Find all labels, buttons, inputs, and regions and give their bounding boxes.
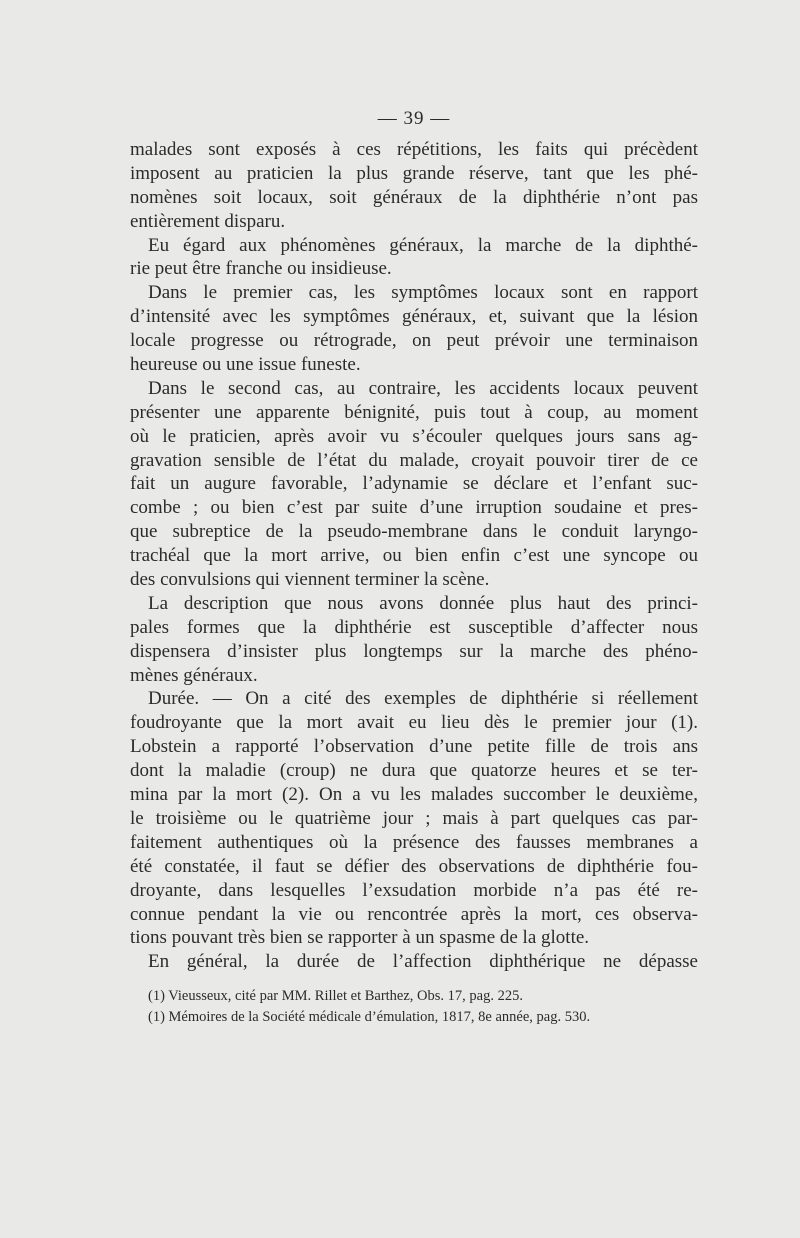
text-line: faitement authentiques où la présence des fausses membranes a bbox=[130, 831, 698, 853]
text-line: d’intensité avec les symptômes généraux, et, suivant que la lésion bbox=[130, 306, 698, 328]
page-number: — 39 — bbox=[377, 108, 451, 129]
text-line: Dans le premier cas, les symptômes locaux sont en rapport bbox=[148, 282, 698, 304]
text-line: combe ; ou bien c’est par suite d’une irruption soudaine et pres- bbox=[130, 497, 698, 519]
text-line: trachéal que la mort arrive, ou bien enfin c’est une syncope ou bbox=[130, 545, 698, 567]
text-line: été constatée, il faut se défier des observations de diphthérie fou- bbox=[130, 855, 698, 877]
body-text bbox=[130, 138, 698, 974]
text-line: malades sont exposés à ces répétitions, les faits qui précèdent bbox=[130, 139, 698, 160]
footnote: (1) Mémoires de la Société médicale d’émulation, 1817, 8e année, pag. 530. bbox=[148, 1009, 591, 1026]
text-line: pales formes que la diphthérie est susceptible d’affecter nous bbox=[130, 616, 698, 638]
text-line: imposent au praticien la plus grande réserve, tant que les phé- bbox=[130, 162, 698, 184]
text-line: dont la maladie (croup) ne dura que quatorze heures et se ter- bbox=[130, 760, 698, 782]
text-line: foudroyante que la mort avait eu lieu dès le premier jour (1). bbox=[130, 712, 698, 734]
text-line: Durée. — On a cité des exemples de diphthérie si réellement bbox=[148, 688, 698, 710]
text-line: mina par la mort (2). On a vu les malades succomber le deuxième, bbox=[130, 784, 698, 806]
text-line: nomènes soit locaux, soit généraux de la diphthérie n’ont pas bbox=[130, 186, 698, 208]
text-line: droyante, dans lesquelles l’exsudation morbide n’a pas été re- bbox=[130, 879, 698, 901]
text-line: Dans le second cas, au contraire, les accidents locaux peuvent bbox=[148, 377, 698, 399]
text-line: le troisième ou le quatrième jour ; mais à part quelques cas par- bbox=[130, 807, 698, 829]
text-line: gravation sensible de l’état du malade, croyait pouvoir tirer de ce bbox=[130, 449, 698, 471]
text-line: locale progresse ou rétrograde, on peut prévoir une terminaison bbox=[130, 330, 698, 352]
text-line: En général, la durée de l’affection diphthérique ne dépasse bbox=[148, 951, 698, 973]
text-line: entièrement disparu. bbox=[130, 210, 286, 232]
text-line: Lobstein a rapporté l’observation d’une petite fille de trois ans bbox=[130, 736, 698, 758]
footnotes bbox=[130, 986, 698, 1028]
text-line: que subreptice de la pseudo-membrane dans le conduit laryngo- bbox=[130, 521, 698, 543]
text-line: rie peut être franche ou insidieuse. bbox=[130, 258, 392, 280]
footnote: (1) Vieusseux, cité par MM. Rillet et Barthez, Obs. 17, pag. 225. bbox=[148, 988, 523, 1005]
text-line: dispensera d’insister plus longtemps sur la marche des phéno- bbox=[130, 640, 698, 662]
text-line: La description que nous avons donnée plus haut des princi- bbox=[148, 592, 698, 614]
text-line: tions pouvant très bien se rapporter à un spasme de la glotte. bbox=[130, 927, 590, 949]
text-line: mènes généraux. bbox=[130, 664, 258, 686]
text-line: connue pendant la vie ou rencontrée après la mort, ces observa- bbox=[130, 903, 698, 925]
text-line: fait un augure favorable, l’adynamie se déclare et l’enfant suc- bbox=[130, 473, 698, 495]
text-line: Eu égard aux phénomènes généraux, la marche de la diphthé- bbox=[148, 234, 698, 256]
document-page bbox=[130, 108, 698, 1028]
text-line: des convulsions qui viennent terminer la scène. bbox=[130, 569, 490, 591]
text-line: où le praticien, après avoir vu s’écouler quelques jours sans ag- bbox=[130, 425, 698, 447]
text-line: heureuse ou une issue funeste. bbox=[130, 354, 361, 376]
text-line: présenter une apparente bénignité, puis tout à coup, au moment bbox=[130, 401, 698, 423]
